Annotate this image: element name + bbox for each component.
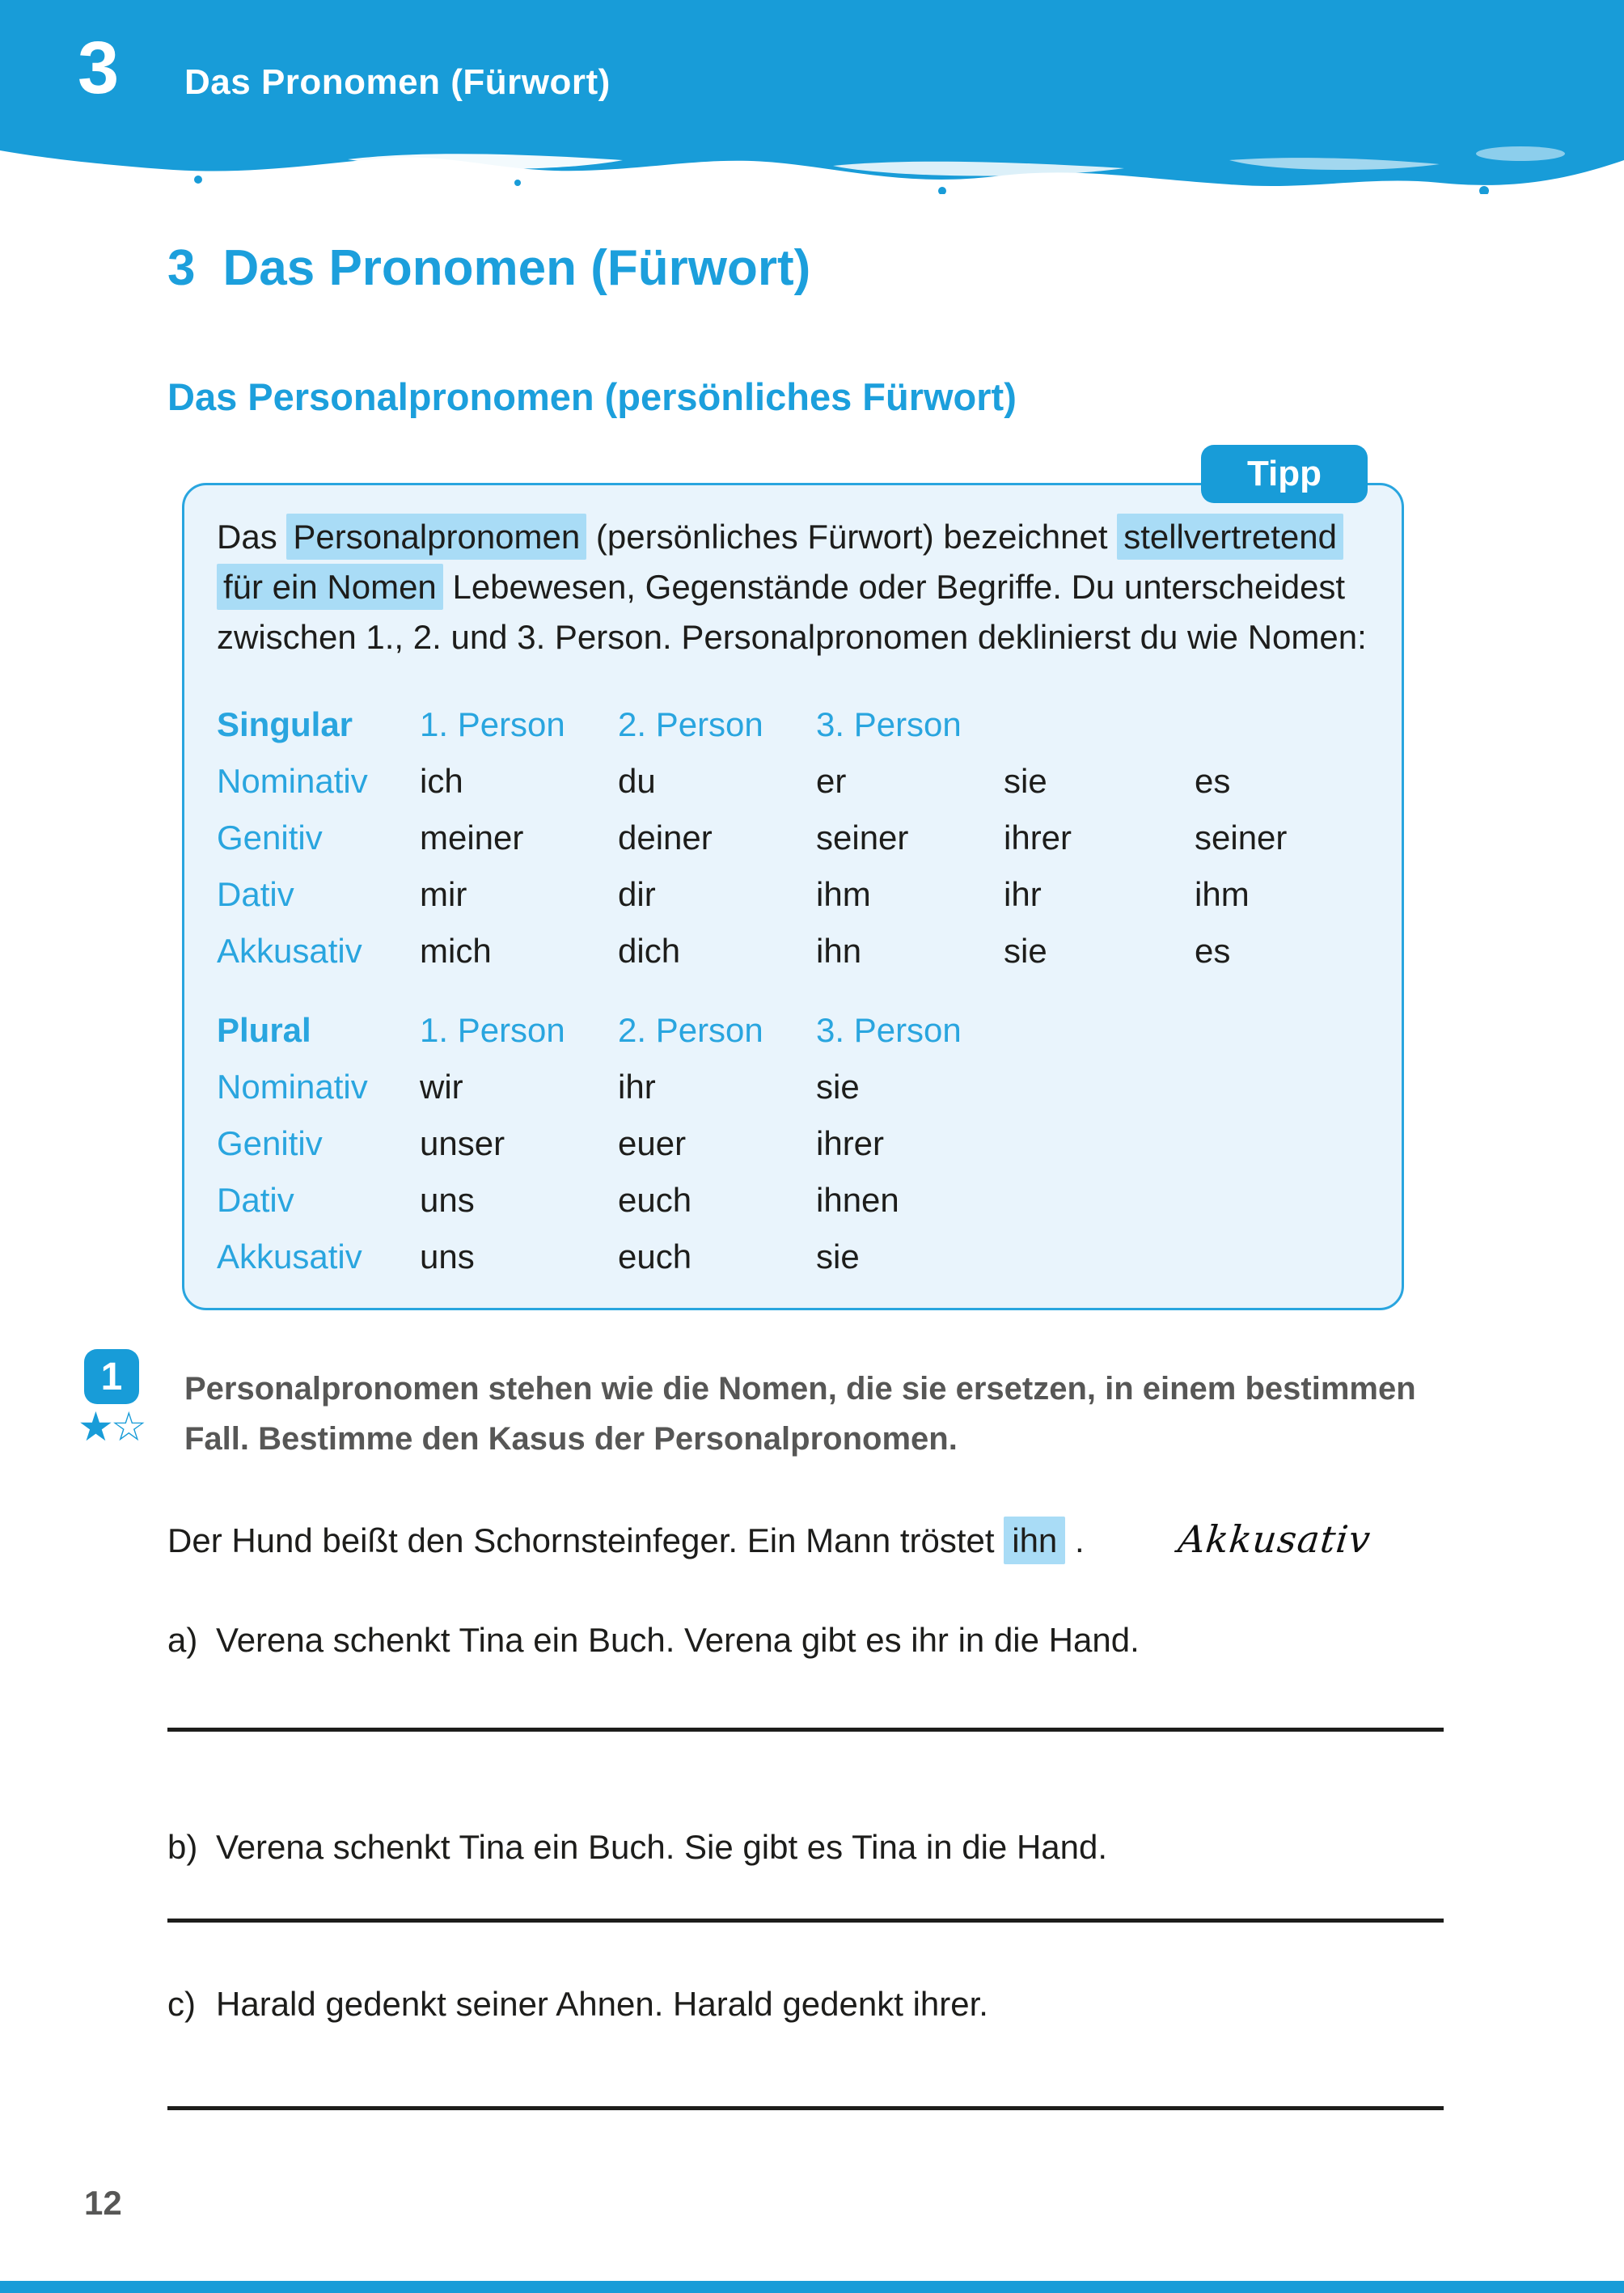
header-band	[0, 0, 1624, 194]
tip-tab: Tipp	[1201, 445, 1368, 503]
pronoun-cell: meiner	[420, 819, 524, 857]
tip-box	[182, 483, 1404, 1310]
pronoun-cell: ihrer	[816, 1124, 885, 1162]
example-highlight: ihn	[1004, 1517, 1065, 1564]
case-label: Akkusativ	[217, 1237, 362, 1276]
page-title-number: 3	[167, 240, 196, 296]
page-number: 12	[84, 2184, 122, 2222]
pronoun-cell: uns	[420, 1181, 475, 1219]
pronoun-cell: sie	[1004, 932, 1047, 970]
answer-line	[167, 1919, 1444, 1923]
exercise-item-b	[167, 1825, 1107, 1870]
intro-text: (persönliches Fürwort) bezeichnet	[586, 518, 1118, 556]
pronoun-cell: ihm	[816, 875, 871, 913]
case-label: Genitiv	[217, 1124, 323, 1162]
pronoun-cell: ihr	[618, 1068, 656, 1106]
highlight: stellvertretend	[1117, 514, 1343, 560]
highlight: Personalpronomen	[286, 514, 586, 560]
pronoun-cell: mir	[420, 875, 467, 913]
page-title-text: Das Pronomen (Fürwort)	[222, 240, 811, 296]
person-header: 3. Person	[816, 705, 962, 743]
person-header: 2. Person	[618, 705, 763, 743]
case-label: Nominativ	[217, 1068, 368, 1106]
chapter-number: 3	[78, 27, 120, 109]
pronoun-cell: euer	[618, 1124, 687, 1162]
person-header: 3. Person	[816, 1011, 962, 1049]
intro-text: Das	[217, 518, 287, 556]
pronoun-cell: wir	[420, 1068, 463, 1106]
intro-line	[217, 512, 1402, 562]
pronoun-cell: seiner	[816, 819, 909, 857]
footer-band	[0, 2281, 1624, 2293]
example-text: .	[1065, 1521, 1085, 1559]
intro-line	[217, 612, 1402, 662]
chapter-title: Das Pronomen (Fürwort)	[184, 62, 611, 102]
item-text: Verena schenkt Tina ein Buch. Verena gibt es ihr in die Hand.	[216, 1621, 1140, 1659]
example-sentence	[167, 1516, 1373, 1564]
pronoun-cell: ihm	[1195, 875, 1250, 913]
pronoun-cell: euch	[618, 1181, 692, 1219]
instruction-line: Fall. Bestimme den Kasus der Personalpronomen.	[184, 1421, 958, 1457]
tip-intro	[217, 512, 1402, 662]
case-label: Genitiv	[217, 819, 323, 857]
pronoun-cell: euch	[618, 1237, 692, 1276]
pronoun-cell: seiner	[1195, 819, 1288, 857]
item-label: c)	[167, 1985, 196, 2023]
pronoun-cell: ich	[420, 762, 463, 800]
answer-line	[167, 1728, 1444, 1732]
case-label: Dativ	[217, 1181, 294, 1219]
person-header: 1. Person	[420, 705, 565, 743]
instruction-line: Personalpronomen stehen wie die Nomen, die sie ersetzen, in einem bestimmen	[184, 1371, 1416, 1407]
case-label: Nominativ	[217, 762, 368, 800]
declension-table-singular	[217, 696, 1402, 979]
pronoun-cell: ihr	[1004, 875, 1042, 913]
intro-line	[217, 562, 1402, 612]
item-text: Verena schenkt Tina ein Buch. Sie gibt es Tina in die Hand.	[216, 1828, 1108, 1866]
pronoun-cell: sie	[816, 1068, 860, 1106]
exercise-item-c	[167, 1982, 988, 2027]
exercise-instruction	[184, 1364, 1416, 1464]
pronoun-cell: deiner	[618, 819, 713, 857]
item-text: Harald gedenkt seiner Ahnen. Harald gedenkt ihrer.	[216, 1985, 988, 2023]
pronoun-cell: ihn	[816, 932, 862, 970]
intro-text: Lebewesen, Gegenstände oder Begriffe. Du unterscheidest	[442, 568, 1346, 606]
answer-line	[167, 2106, 1444, 2110]
person-header: 2. Person	[618, 1011, 763, 1049]
pronoun-cell: dich	[618, 932, 681, 970]
table-title: Singular	[217, 705, 353, 743]
star-filled-icon: ★	[78, 1403, 111, 1450]
pronoun-cell: dir	[618, 875, 656, 913]
highlight: für ein Nomen	[217, 564, 443, 610]
pronoun-cell: es	[1195, 762, 1231, 800]
pronoun-cell: sie	[816, 1237, 860, 1276]
page-title	[167, 239, 810, 298]
pronoun-cell: es	[1195, 932, 1231, 970]
pronoun-cell: unser	[420, 1124, 505, 1162]
pronoun-cell: du	[618, 762, 656, 800]
difficulty-stars	[78, 1404, 144, 1449]
case-label: Akkusativ	[217, 932, 362, 970]
handwritten-answer: Akkusativ	[1175, 1517, 1373, 1561]
pronoun-cell: ihrer	[1004, 819, 1072, 857]
intro-text: zwischen 1., 2. und 3. Person. Personalpronomen deklinierst du wie Nomen:	[217, 618, 1367, 656]
case-label: Dativ	[217, 875, 294, 913]
table-title: Plural	[217, 1011, 311, 1049]
declension-table-plural	[217, 1002, 1402, 1285]
item-label: a)	[167, 1621, 198, 1659]
pronoun-cell: sie	[1004, 762, 1047, 800]
page-subtitle: Das Personalpronomen (persönliches Fürwort)	[167, 375, 1017, 418]
pronoun-cell: er	[816, 762, 847, 800]
item-label: b)	[167, 1828, 198, 1866]
pronoun-cell: uns	[420, 1237, 475, 1276]
exercise-item-a	[167, 1618, 1140, 1663]
pronoun-cell: mich	[420, 932, 492, 970]
exercise-number-badge: 1	[84, 1349, 139, 1404]
example-text: Der Hund beißt den Schornsteinfeger. Ein Mann tröstet	[167, 1521, 1004, 1559]
pronoun-cell: ihnen	[816, 1181, 899, 1219]
person-header: 1. Person	[420, 1011, 565, 1049]
star-outline-icon: ☆	[110, 1403, 144, 1450]
